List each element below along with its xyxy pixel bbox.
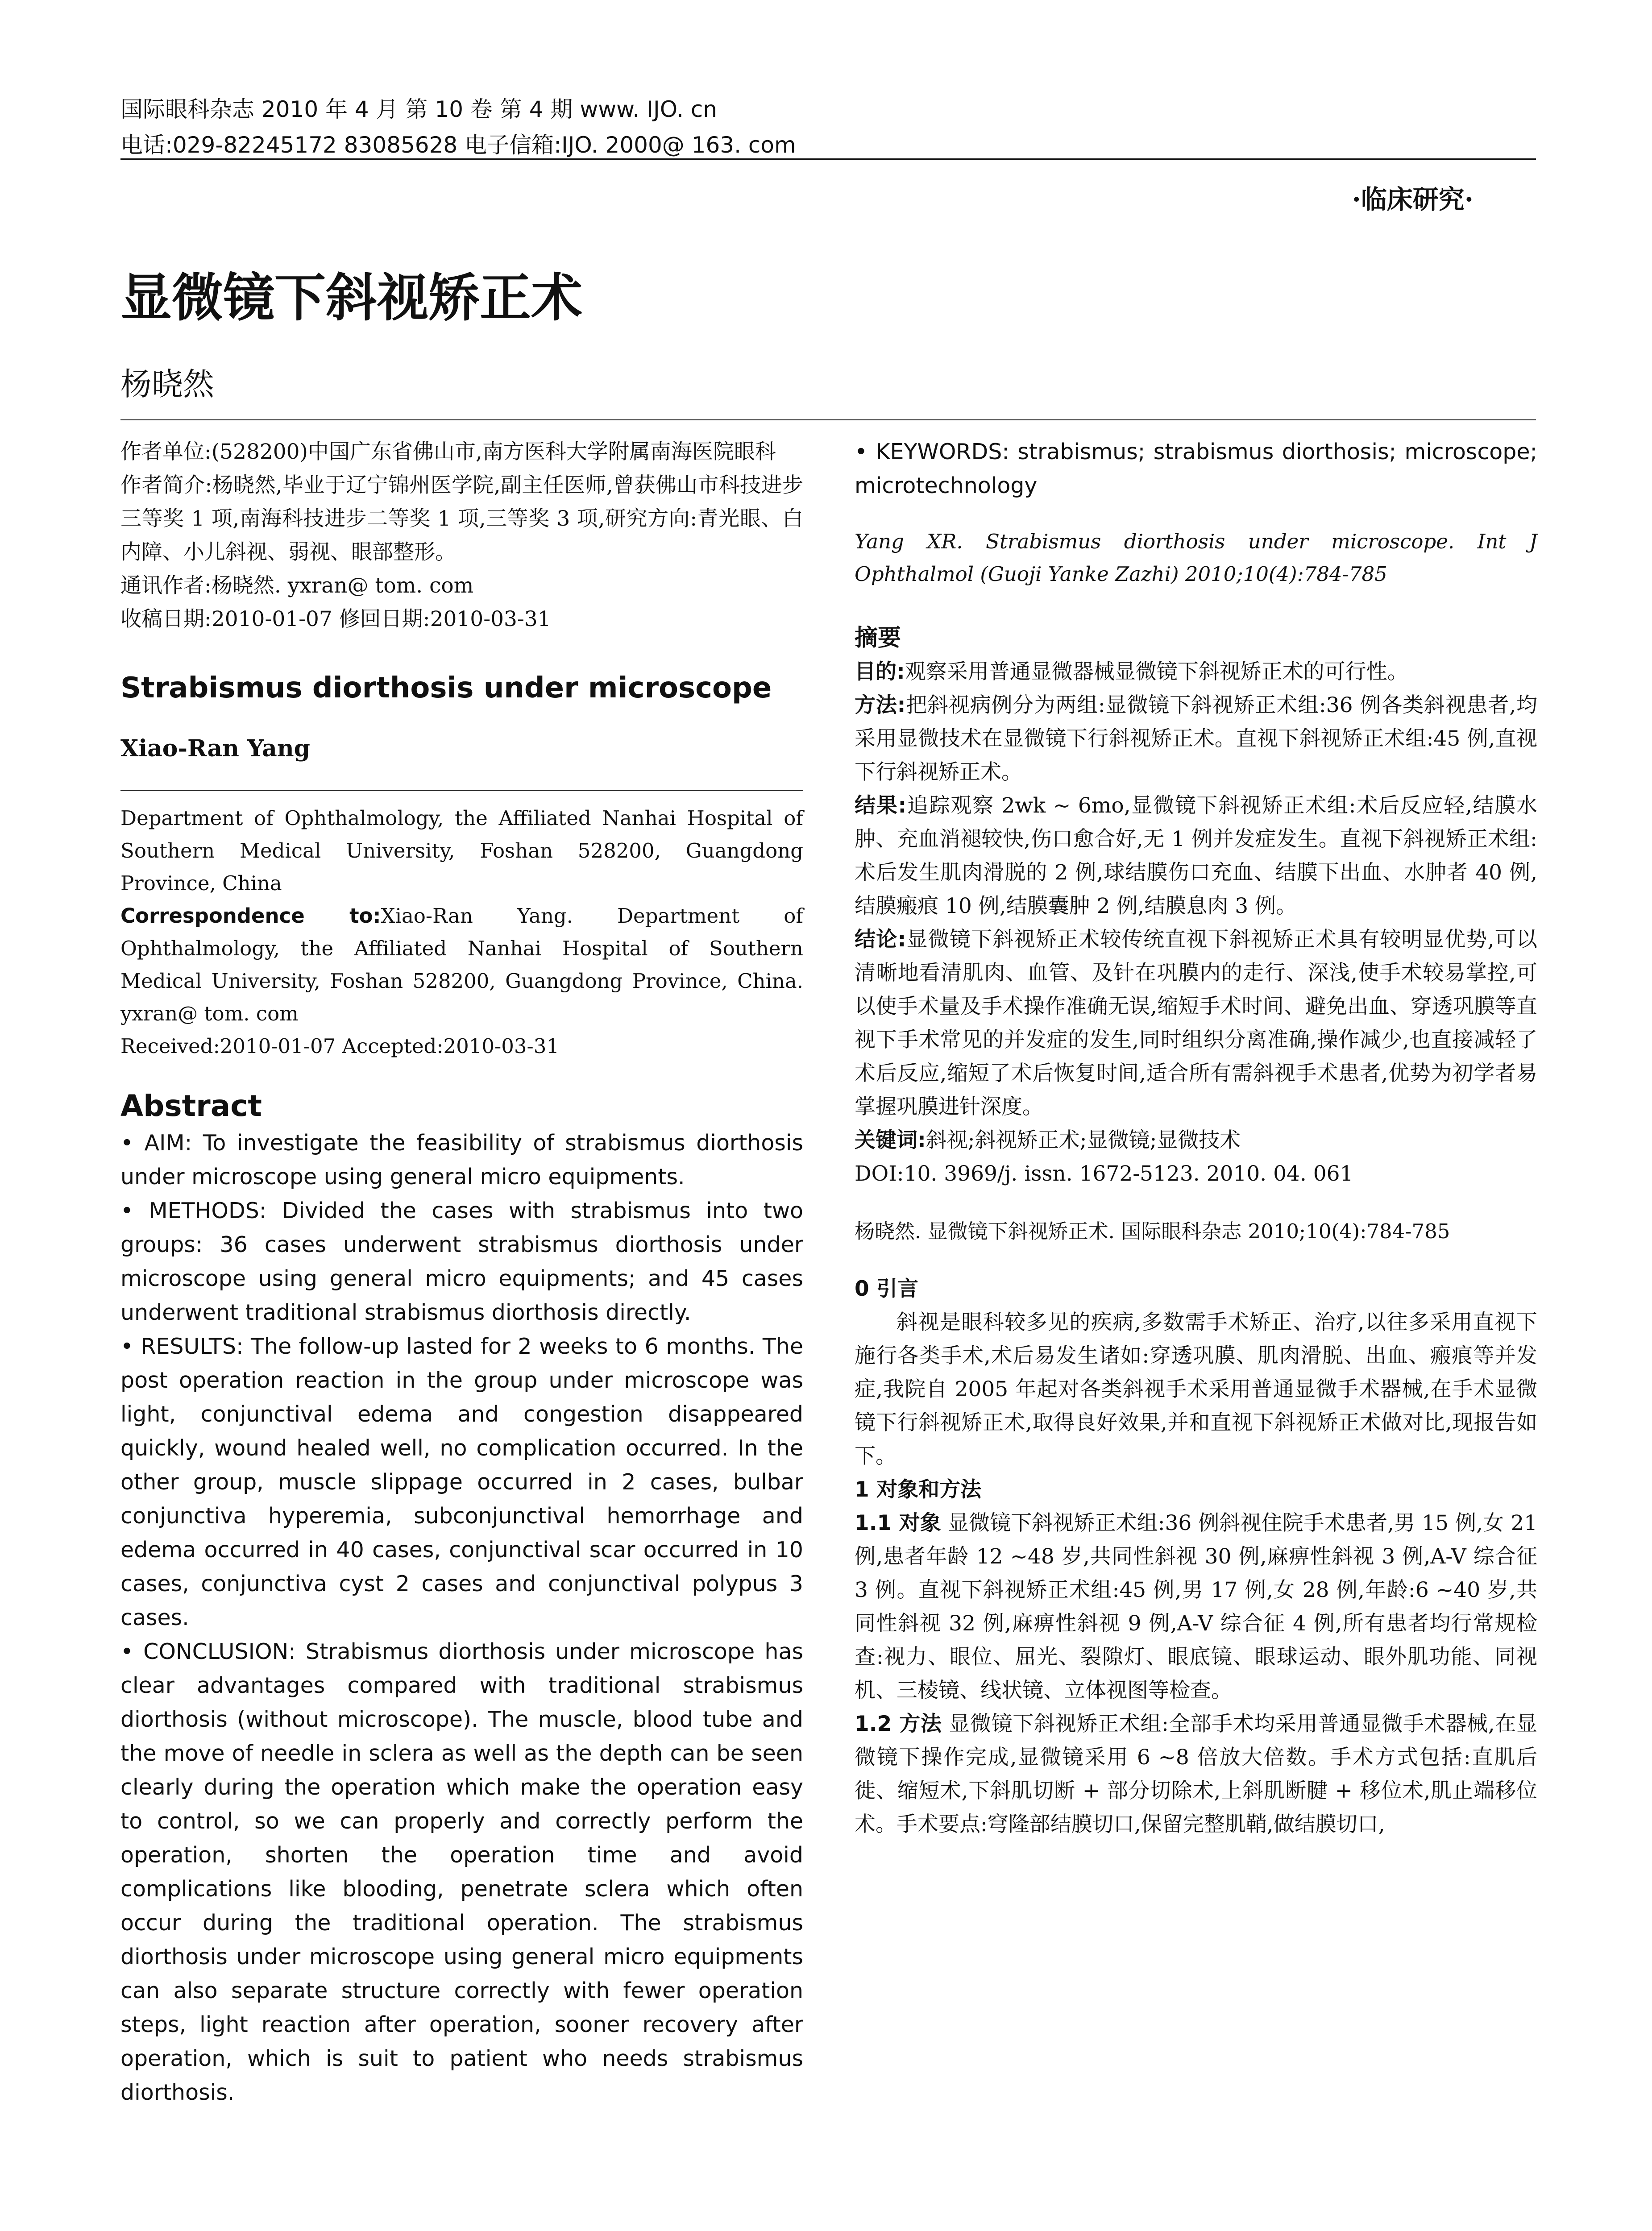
method-text: 显微镜下斜视矫正术组:全部手术均采用普通显微手术器械,在显微镜下操作完成,显微镜采用 6 ~8 倍放大倍数。手术方式包括:直肌后徙、缩短术,下斜肌切断 + 部分切除术,上斜肌断腱 + 移位术,肌止端移位术。手术要点:穹隆部结膜切口,保留完整肌鞘,做结膜切口, [855,1712,1537,1837]
results-cn: 追踪观察 2wk ~ 6mo,显微镜下斜视矫正术组:术后反应轻,结膜水肿、充血消褪较快,伤口愈合好,无 1 例并发症发生。直视下斜视矫正术组:术后发生肌肉滑脱的 2 例,球结膜伤口充血、结膜下出血、水肿者 40 例,结膜瘢痕 10 例,结膜囊肿 2 例,结膜息肉 3 例。 [855,793,1538,918]
title-rule [120,419,1536,420]
title-cn: 显微镜下斜视矫正术 [120,268,583,328]
header-rule [120,158,1536,160]
abstract-cn-heading: 摘要 [855,625,901,651]
methods-cn: 把斜视病例分为两组:显微镜下斜视矫正术组:36 例各类斜视患者,均采用显微技术在显微镜下行斜视矫正术。直视下斜视矫正术组:45 例,直视下行斜视矫正术。 [855,693,1538,784]
author-bio: 作者简介:杨晓然,毕业于辽宁锦州医学院,副主任医师,曾获佛山市科技进步三等奖 1 项,南海科技进步二等奖 1 项,三等奖 3 项,研究方向:青光眼、白内障、小儿斜视、弱视、眼部整形。 [120,473,803,564]
doi: DOI:10. 3969/j. issn. 1672-5123. 2010. 04. 061 [855,1161,1353,1186]
methods-heading: 1 对象和方法 [855,1477,982,1502]
citation-en: Yang XR. Strabismus diorthosis under microscope. Int J Ophthalmol (Guoji Yanke Zazhi) 2010;10(4):784-785 [855,530,1537,586]
correspondence: Correspondence to:Xiao-Ran Yang. Department of Ophthalmology, the Affiliated Nanhai Hospital of Southern Medical University, Foshan 528200, Guangdong Province, China. yxran@ tom. com [120,904,803,1025]
journal-line1: 国际眼科杂志 2010 年 4 月 第 10 卷 第 4 期 www. IJO. cn [120,96,717,122]
corresponding-author: 通讯作者:杨晓然. yxran@ tom. com [120,573,474,598]
keywords-cn: 斜视;斜视矫正术;显微镜;显微技术 [926,1128,1241,1153]
abstract-results: • RESULTS: The follow-up lasted for 2 weeks to 6 months. The post operation reaction in the group under microscope was light, conjunctival edema and congestion disappeared quickly, wound healed well, no complication occurred. In the other group, muscle slippage occurred in 2 cases, bulbar conjunctiva hyperemia, subconjunctival hemorrhage and edema occurred in 40 cases, conjunctival scar occurred in 10 cases, conjunctiva cyst 2 cases and conjunctival polypus 3 cases. [120,1334,803,1630]
left-column [120,435,803,2110]
title-en: Strabismus diorthosis under microscope [120,672,772,705]
keywords-en: • KEYWORDS: strabismus; strabismus diorthosis; microscope; microtechnology [855,439,1537,498]
divider [120,790,803,791]
journal-line2: 电话:029-82245172 83085628 电子信箱:IJO. 2000@ 163. com [120,132,796,158]
department: Department of Ophthalmology, the Affiliated Nanhai Hospital of Southern Medical University, Foshan 528200, Guangdong Province, China [120,806,803,895]
affiliation: 作者单位:(528200)中国广东省佛山市,南方医科大学附属南海医院眼科 [120,440,776,464]
received-accepted: Received:2010-01-07 Accepted:2010-03-31 [120,1034,559,1058]
subjects-text: 显微镜下斜视矫正术组:36 例斜视住院手术患者,男 15 例,女 21 例,患者年龄 12 ~48 岁,共同性斜视 30 例,麻痹性斜视 3 例,A-V 综合征 3 例。直视下斜视矫正术组:45 例,男 17 例,女 28 例,年龄:6 ~40 岁,共同性斜视 32 例,麻痹性斜视 9 例,A-V 综合征 4 例,所有患者均行常规检查:视力、眼位、屈光、裂隙灯、眼底镜、眼球运动、眼外肌功能、同视机、三棱镜、线状镜、立体视图等检查。 [855,1511,1538,1703]
aim-cn: 观察采用普通显微器械显微镜下斜视矫正术的可行性。 [905,659,1408,684]
abstract-conclusion: • CONCLUSION: Strabismus diorthosis under microscope has clear advantages compared with traditional strabismus diorthosis (without microscope). The muscle, blood tube and the move of needle in sclera as well as the depth can be seen clearly during the operation which make the operation easy to control, so we can properly and correctly perform the operation, shorten the operation time and avoid complications like blooding, penetrate sclera which often occur during the traditional operation. The strabismus diorthosis under microscope using general micro equipments can also separate structure correctly with fewer operation steps, light reaction after operation, sooner recovery after operation, which is suit to patient who needs strabismus diorthosis. [120,1639,803,2105]
abstract-heading: Abstract [120,1089,262,1123]
author-cn: 杨晓然 [120,366,214,402]
conclusion-cn: 显微镜下斜视矫正术较传统直视下斜视矫正术具有较明显优势,可以清晰地看清肌肉、血管、及针在巩膜内的走行、深浅,使手术较易掌控,可以使手术量及手术操作准确无误,缩短手术时间、避免出血、穿透巩膜等直视下手术常见的并发症的发生,同时组织分离准确,操作减少,也直接减轻了术后反应,缩短了术后恢复时间,适合所有需斜视手术患者,优势为初学者易掌握巩膜进针深度。 [855,927,1537,1119]
dates: 收稿日期:2010-01-07 修回日期:2010-03-31 [120,607,551,631]
abstract-aim: • AIM: To investigate the feasibility of strabismus diorthosis under microscope using general micro equipments. [120,1130,803,1190]
section-label: ·临床研究· [1352,184,1474,215]
author-en: Xiao-Ran Yang [120,735,311,762]
intro-heading: 0 引言 [855,1277,919,1301]
abstract-methods: • METHODS: Divided the cases with strabismus into two groups: 36 cases underwent strabismus diorthosis under microscope using general micro equipments; and 45 cases underwent traditional strabismus diorthosis directly. [120,1198,803,1325]
intro-text: 斜视是眼科较多见的疾病,多数需手术矫正、治疗,以往多采用直视下施行各类手术,术后易发生诸如:穿透巩膜、肌肉滑脱、出血、瘢痕等并发症,我院自 2005 年起对各类斜视手术采用普通显微手术器械,在手术显微镜下行斜视矫正术,取得良好效果,并和直视下斜视矫正术做对比,现报告如下。 [855,1310,1537,1468]
citation-cn: 杨晓然. 显微镜下斜视矫正术. 国际眼科杂志 2010;10(4):784-785 [855,1219,1450,1243]
right-column: • KEYWORDS: strabismus; strabismus diorthosis; microscope; microtechnology Yang XR. Strabismus diorthosis under microscope. Int J Ophthalmol (Guoji Yanke Zazhi) 2010;10(4):784-785 摘要 目的:观察采用普通显微器械显微镜下斜视矫正术的可行性。 方法:把斜视病例分为两组:显微镜下斜视矫正术组:36 例各类斜视患者,均采用显微技术在显微镜下行斜视矫正术。直视下斜视矫正术组:45 例,直视下行斜视矫正术。 结果:追踪观察 2wk ~ 6mo,显微镜下斜视矫正术组:术后反应轻,结膜水肿、充血消褪较快,伤口愈合好,无 1 例并发症发生。直视下斜视矫正术组:术后发生肌肉滑脱的 2 例,球结膜伤口充血、结膜下出血、水肿者 40 例,结膜瘢痕 10 例,结膜囊肿 2 例,结膜息肉 3 例。 结论:显微镜下斜视矫正术较传统直视下斜视矫正术具有较明显优势,可以清晰地看清肌肉、血管、及针在巩膜内的走行、深浅,使手术较易掌控,可以使手术量及手术操作准确无误,缩短手术时间、避免出血、穿透巩膜等直视下手术常见的并发症的发生,同时组织分离准确,操作减少,也直接减轻了术后反应,缩短了术后恢复时间,适合所有需斜视手术患者,优势为初学者易掌握巩膜进针深度。 关键词:斜视;斜视矫正术;显微镜;显微技术 DOI:10. 3969/j. issn. 1672-5123. 2010. 04. 061 杨晓然. 显微镜下斜视矫正术. 国际眼科杂志 2010;10(4):784-785 0 引言 斜视是眼科较多见的疾病,多数需手术矫正、治疗,以往多采用直视下施行各类手术,术后易发生诸如:穿透巩膜、肌肉滑脱、出血、瘢痕等并发症,我院自 2005 年起对各类斜视手术采用普通显微手术器械,在手术显微镜下行斜视矫正术,取得良好效果,并和直视下斜视矫正术做对比,现报告如下。 1 对象和方法 1.1 对象 显微镜下斜视矫正术组:36 例斜视住院手术患者,男 15 例,女 21 例,患者年龄 12 ~48 岁,共同性斜视 30 例,麻痹性斜视 3 例,A-V 综合征 3 例。直视下斜视矫正术组:45 例,男 17 例,女 28 例,年龄:6 ~40 岁,共同性斜视 32 例,麻痹性斜视 9 例,A-V 综合征 4 例,所有患者均行常规检查:视力、眼位、屈光、裂隙灯、眼底镜、眼球运动、眼外肌功能、同视机、三棱镜、线状镜、立体视图等检查。 1.2 方法 显微镜下斜视矫正术组:全部手术均采用普通显微手术器械,在显微镜下操作完成,显微镜采用 6 ~8 倍放大倍数。手术方式包括:直肌后徙、缩短术,下斜肌切断 + 部分切除术,上斜肌断腱 + 移位术,肌止端移位术。手术要点:穹隆部结膜切口,保留完整肌鞘,做结膜切口, [855,435,1537,1841]
